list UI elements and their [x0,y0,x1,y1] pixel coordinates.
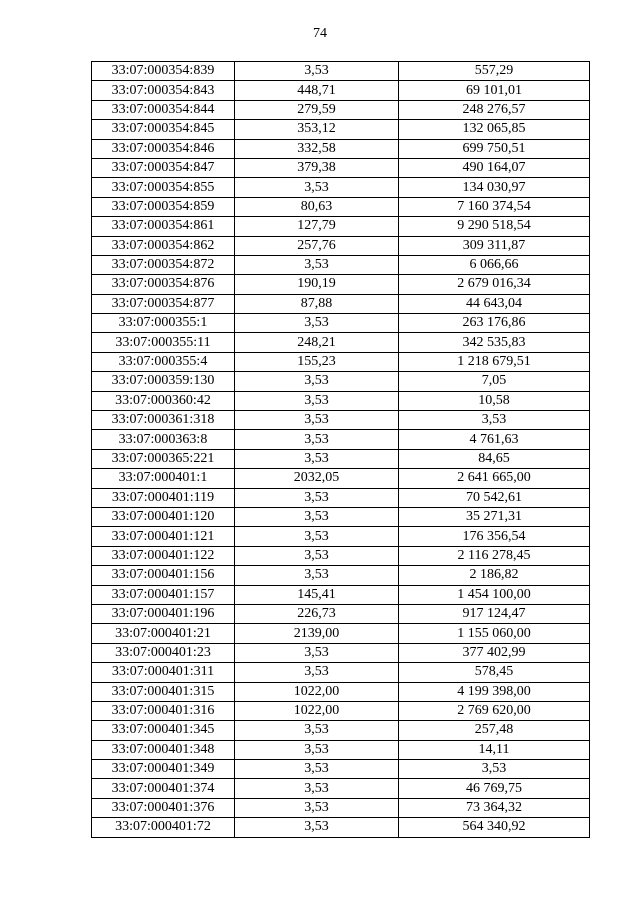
area-cell: 190,19 [235,275,399,294]
cadastral-number-cell: 33:07:000401:23 [92,643,235,662]
area-cell: 2139,00 [235,624,399,643]
area-cell: 3,53 [235,449,399,468]
cadastral-number-cell: 33:07:000363:8 [92,430,235,449]
value-cell: 3,53 [399,411,590,430]
area-cell: 2032,05 [235,469,399,488]
cadastral-number-cell: 33:07:000354:846 [92,139,235,158]
value-cell: 4 761,63 [399,430,590,449]
page-number: 74 [313,26,327,41]
table-row [92,139,590,158]
value-cell: 44 643,04 [399,294,590,313]
value-cell: 490 164,07 [399,158,590,177]
value-cell: 1 218 679,51 [399,352,590,371]
table-row [92,624,590,643]
area-cell: 3,53 [235,798,399,817]
value-cell: 10,58 [399,391,590,410]
cadastral-number-cell: 33:07:000355:11 [92,333,235,352]
table-row [92,740,590,759]
area-cell: 145,41 [235,585,399,604]
value-cell: 84,65 [399,449,590,468]
table-row [92,701,590,720]
table-row [92,818,590,837]
value-cell: 3,53 [399,760,590,779]
value-cell: 917 124,47 [399,604,590,623]
table-row [92,430,590,449]
table-row [92,120,590,139]
table-row [92,294,590,313]
value-cell: 176 356,54 [399,527,590,546]
area-cell: 448,71 [235,81,399,100]
cadastral-number-cell: 33:07:000401:120 [92,507,235,526]
cadastral-number-cell: 33:07:000354:845 [92,120,235,139]
area-cell: 80,63 [235,197,399,216]
value-cell: 2 769 620,00 [399,701,590,720]
cadastral-number-cell: 33:07:000401:21 [92,624,235,643]
area-cell: 1022,00 [235,701,399,720]
table-row [92,333,590,352]
table-row [92,197,590,216]
area-cell: 248,21 [235,333,399,352]
value-cell: 4 199 398,00 [399,682,590,701]
cadastral-number-cell: 33:07:000354:844 [92,100,235,119]
area-cell: 3,53 [235,527,399,546]
value-cell: 557,29 [399,62,590,81]
table-row [92,314,590,333]
cadastral-number-cell: 33:07:000401:345 [92,721,235,740]
cadastral-number-cell: 33:07:000401:1 [92,469,235,488]
cadastral-number-cell: 33:07:000401:349 [92,760,235,779]
table-row [92,663,590,682]
cadastral-number-cell: 33:07:000355:4 [92,352,235,371]
cadastral-number-cell: 33:07:000401:374 [92,779,235,798]
area-cell: 257,76 [235,236,399,255]
area-cell: 3,53 [235,488,399,507]
cadastral-number-cell: 33:07:000359:130 [92,372,235,391]
area-cell: 3,53 [235,391,399,410]
table-row [92,178,590,197]
area-cell: 3,53 [235,779,399,798]
cadastral-number-cell: 33:07:000401:119 [92,488,235,507]
value-cell: 248 276,57 [399,100,590,119]
value-cell: 46 769,75 [399,779,590,798]
cadastral-number-cell: 33:07:000354:847 [92,158,235,177]
value-cell: 2 641 665,00 [399,469,590,488]
value-cell: 7 160 374,54 [399,197,590,216]
value-cell: 1 454 100,00 [399,585,590,604]
area-cell: 379,38 [235,158,399,177]
table-row [92,62,590,81]
table-row [92,682,590,701]
value-cell: 132 065,85 [399,120,590,139]
cadastral-number-cell: 33:07:000401:121 [92,527,235,546]
table-row [92,798,590,817]
cadastral-number-cell: 33:07:000401:156 [92,566,235,585]
value-cell: 9 290 518,54 [399,217,590,236]
value-cell: 69 101,01 [399,81,590,100]
cadastral-number-cell: 33:07:000365:221 [92,449,235,468]
table-row [92,779,590,798]
cadastral-number-cell: 33:07:000354:843 [92,81,235,100]
value-cell: 7,05 [399,372,590,391]
value-cell: 2 679 016,34 [399,275,590,294]
cadastral-number-cell: 33:07:000354:877 [92,294,235,313]
table-row [92,488,590,507]
area-cell: 3,53 [235,255,399,274]
table-row [92,236,590,255]
area-cell: 127,79 [235,217,399,236]
area-cell: 1022,00 [235,682,399,701]
table-row [92,604,590,623]
table-row [92,527,590,546]
area-cell: 87,88 [235,294,399,313]
area-cell: 3,53 [235,663,399,682]
area-cell: 3,53 [235,721,399,740]
area-cell: 3,53 [235,740,399,759]
value-cell: 134 030,97 [399,178,590,197]
table-row [92,411,590,430]
table-row [92,275,590,294]
area-cell: 226,73 [235,604,399,623]
table-row [92,760,590,779]
cadastral-data-table [91,61,590,838]
table-row [92,255,590,274]
value-cell: 14,11 [399,740,590,759]
value-cell: 70 542,61 [399,488,590,507]
area-cell: 3,53 [235,643,399,662]
area-cell: 332,58 [235,139,399,158]
cadastral-number-cell: 33:07:000354:876 [92,275,235,294]
cadastral-number-cell: 33:07:000401:315 [92,682,235,701]
cadastral-number-cell: 33:07:000401:316 [92,701,235,720]
table-row [92,566,590,585]
cadastral-number-cell: 33:07:000361:318 [92,411,235,430]
table-row [92,217,590,236]
area-cell: 353,12 [235,120,399,139]
cadastral-number-cell: 33:07:000354:872 [92,255,235,274]
cadastral-number-cell: 33:07:000401:72 [92,818,235,837]
cadastral-number-cell: 33:07:000401:196 [92,604,235,623]
table-body [92,62,590,838]
value-cell: 578,45 [399,663,590,682]
value-cell: 2 186,82 [399,566,590,585]
cadastral-number-cell: 33:07:000401:311 [92,663,235,682]
value-cell: 564 340,92 [399,818,590,837]
area-cell: 3,53 [235,62,399,81]
value-cell: 342 535,83 [399,333,590,352]
cadastral-number-cell: 33:07:000354:855 [92,178,235,197]
table-row [92,643,590,662]
value-cell: 73 364,32 [399,798,590,817]
cadastral-number-cell: 33:07:000354:859 [92,197,235,216]
cadastral-number-cell: 33:07:000401:376 [92,798,235,817]
area-cell: 3,53 [235,760,399,779]
table-row [92,352,590,371]
table-row [92,585,590,604]
table-row [92,449,590,468]
area-cell: 3,53 [235,546,399,565]
cadastral-number-cell: 33:07:000354:839 [92,62,235,81]
area-cell: 3,53 [235,314,399,333]
area-cell: 155,23 [235,352,399,371]
area-cell: 3,53 [235,566,399,585]
value-cell: 263 176,86 [399,314,590,333]
table-row [92,721,590,740]
cadastral-number-cell: 33:07:000401:348 [92,740,235,759]
table-row [92,469,590,488]
area-cell: 3,53 [235,507,399,526]
value-cell: 6 066,66 [399,255,590,274]
area-cell: 3,53 [235,818,399,837]
cadastral-number-cell: 33:07:000401:122 [92,546,235,565]
cadastral-number-cell: 33:07:000354:861 [92,217,235,236]
table-row [92,158,590,177]
value-cell: 35 271,31 [399,507,590,526]
table-row [92,81,590,100]
value-cell: 1 155 060,00 [399,624,590,643]
cadastral-number-cell: 33:07:000355:1 [92,314,235,333]
table-row [92,507,590,526]
table-row [92,372,590,391]
table-row [92,391,590,410]
area-cell: 3,53 [235,411,399,430]
area-cell: 279,59 [235,100,399,119]
table-row [92,546,590,565]
value-cell: 2 116 278,45 [399,546,590,565]
value-cell: 699 750,51 [399,139,590,158]
cadastral-number-cell: 33:07:000401:157 [92,585,235,604]
cadastral-number-cell: 33:07:000360:42 [92,391,235,410]
area-cell: 3,53 [235,372,399,391]
cadastral-number-cell: 33:07:000354:862 [92,236,235,255]
value-cell: 377 402,99 [399,643,590,662]
area-cell: 3,53 [235,178,399,197]
area-cell: 3,53 [235,430,399,449]
value-cell: 257,48 [399,721,590,740]
value-cell: 309 311,87 [399,236,590,255]
table-row [92,100,590,119]
